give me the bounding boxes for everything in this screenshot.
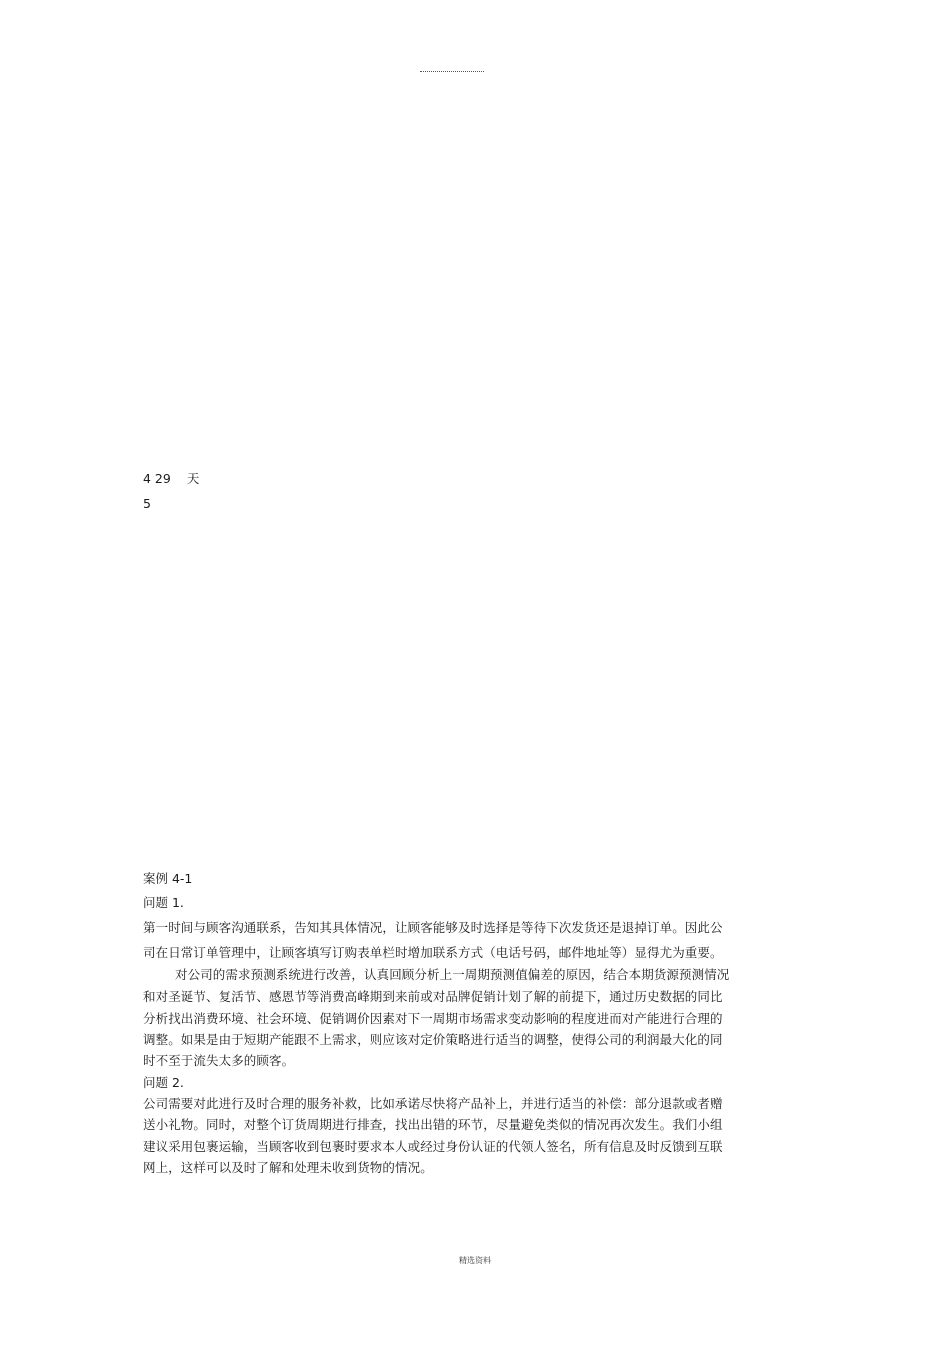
- case-title: 案例 4-1: [143, 871, 193, 886]
- question-1-paragraph-line: 调整。如果是由于短期产能跟不上需求，则应该对定价策略进行适当的调整，使得公司的利润最大化的同: [143, 1032, 723, 1047]
- question-2-paragraph-line: 建议采用包裹运输，当顾客收到包裹时要求本人或经过身份认证的代领人签名，所有信息及时反馈到互联: [143, 1139, 723, 1154]
- question-1-paragraph-line: 第一时间与顾客沟通联系，告知其具体情况，让顾客能够及时选择是等待下次发货还是退掉订单。因此公: [143, 920, 723, 935]
- header-dotted-rule: [420, 71, 484, 72]
- question-1-paragraph-line: 和对圣诞节、复活节、感恩节等消费高峰期到来前或对品牌促销计划了解的前提下，通过历史数据的同比: [143, 989, 723, 1004]
- question-2-paragraph-line: 网上，这样可以及时了解和处理未收到货物的情况。: [143, 1160, 433, 1175]
- question-1-paragraph-line: 分析找出消费环境、社会环境、促销调价因素对下一周期市场需求变动影响的程度进而对产能进行合理的: [143, 1011, 723, 1026]
- question-1-paragraph-line: 司在日常订单管理中，让顾客填写订购表单栏时增加联系方式（电话号码，邮件地址等）显得尤为重要。: [143, 945, 723, 960]
- question-2-paragraph-line: 送小礼物。同时，对整个订货周期进行排查，找出出错的环节，尽量避免类似的情况再次发生。我们小组: [143, 1117, 723, 1132]
- top-line-1-number: 4 29: [143, 471, 171, 486]
- page-footer: 精选资料: [459, 1256, 491, 1265]
- top-line-2: 5: [143, 496, 151, 511]
- top-line-1: [143, 471, 199, 487]
- question-2-paragraph-line: 公司需要对此进行及时合理的服务补救，比如承诺尽快将产品补上，并进行适当的补偿：部分退款或者赠: [143, 1096, 723, 1111]
- question-1-paragraph-line: 时不至于流失太多的顾客。: [143, 1053, 295, 1068]
- question-2-label: 问题 2.: [143, 1075, 184, 1090]
- question-1-paragraph-line: 对公司的需求预测系统进行改善，认真回顾分析上一周期预测值偏差的原因，结合本期货源预测情况: [175, 967, 730, 982]
- question-1-label: 问题 1.: [143, 895, 184, 910]
- top-line-1-unit: 天: [186, 471, 200, 486]
